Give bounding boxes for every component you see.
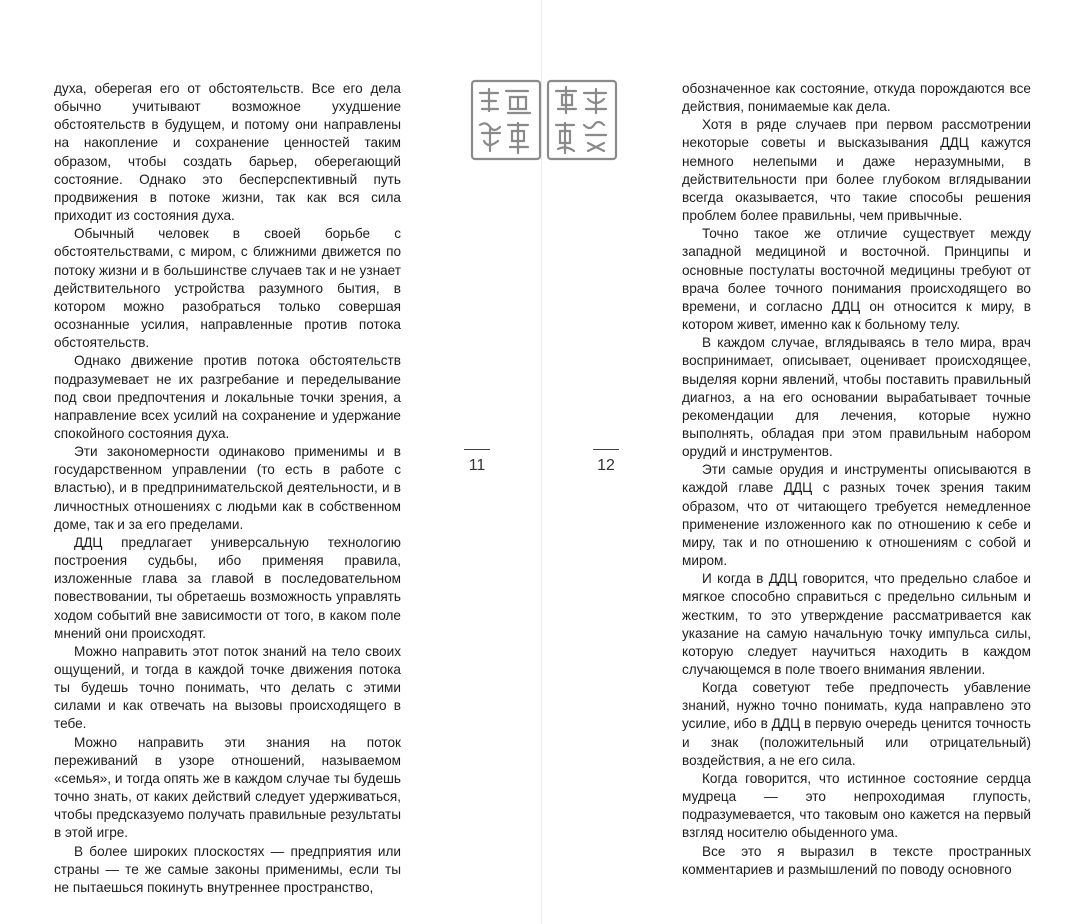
folio-rule <box>593 449 619 450</box>
paragraph: Можно направить эти знания на поток переживаний в узоре отношений, называемом «семья», и тогда опять же в каждом случае ты будешь точно знать, от каких действий следует удерживаться, чтобы предсказуемо получать правильные результаты в этой игре. <box>54 734 401 841</box>
paragraph: Точно такое же отличие существует между западной медициной и восточной. Принципы и основные постулаты восточной медицины требуют от врача более точного понимания происходящего во времени, и согласно ДДЦ он относится к миру, в котором живет, именно как к больному телу. <box>682 226 1031 333</box>
paragraph: Можно направить этот поток знаний на тело своих ощущений, и тогда в каждой точке движения потока ты будешь точно понимать, что делать с этими силами и как отвечать на вызовы происходящего в тебе. <box>54 643 401 732</box>
page-number-right <box>591 449 621 475</box>
paragraph: В каждом случае, вглядываясь в тело мира, врач воспринимает, описывает, оценивает происходящее, выделяя корни явлений, чтобы поставить правильный диагноз, а на его основании вырабатывает точные рекомендации для лечения, которые нужно выполнять, обладая при этом правильным набором орудий и инструментов. <box>682 335 1031 460</box>
page-number-left <box>462 449 492 475</box>
page-number-text: 12 <box>597 457 615 474</box>
paragraph: В более широких плоскостях — предприятия или страны — те же самые законы применимы, если ты не пытаешься покинуть внутреннее пространство, <box>54 843 401 895</box>
left-page-text <box>54 80 401 897</box>
paragraph: ДДЦ предлагает универсальную технологию построения судьбы, ибо применяя правила, изложенные глава за главой в последовательном повествовании, ты обретаешь возможность управлять ходом событий вне зависимости от того, в каком поле мнений они происходят. <box>54 534 401 641</box>
page-number-text: 11 <box>468 457 486 474</box>
right-page-text <box>682 80 1031 879</box>
seal-stamp-icon <box>470 79 618 161</box>
paragraph: Эти закономерности одинаково применимы и в государственном управлении (то есть в работе с властью), и в предпринимательской деятельности, и в личностных отношениях с людьми как в собственном доме, так и за его пределами. <box>54 444 401 532</box>
paragraph: Когда говорится, что истинное состояние сердца мудреца — это непроходимая глупость, подразумевается, что таковым оно кажется на первый взгляд носителю обыденного ума. <box>682 770 1031 841</box>
paragraph: Эти самые орудия и инструменты описываются в каждой главе ДДЦ с разных точек зрения таким образом, что от читающего требуется немедленное применение изложенного как по отношению к себе и миру, так и по отношению к отношениям с собой и миром. <box>682 462 1031 569</box>
paragraph: духа, оберегая его от обстоятельств. Все его дела обычно учитывают возможное ухудшение обстоятельств в будущем, и потому они направлены на накопление и сохранение ценностей таким образом, чтобы создать барьер, оберегающий состояние. Однако это бесперспективный путь продвижения в потоке жизни, так как вся сила приходит из состояния духа. <box>54 81 401 224</box>
paragraph: Хотя в ряде случаев при первом рассмотрении некоторые советы и высказывания ДДЦ кажутся немного нелепыми и даже неразумными, в действительности при более глубоком вглядывании всегда оказывается, что такие способы решения проблем более правильны, чем привычные. <box>682 117 1031 224</box>
paragraph: Обычный человек в своей борьбе с обстоятельствами, с миром, с ближними движется по потоку жизни и в большинстве случаев так и не узнает действительного устройства разумного бытия, в котором можно разобраться только совершая осознанные усилия, направленные против потока обстоятельств. <box>54 226 401 351</box>
paragraph: Все это я выразил в тексте пространных комментариев и размышлений по поводу основного <box>682 843 1031 877</box>
paragraph: Однако движение против потока обстоятельств подразумевает не их разгребание и переделывание под свои предпочтения и локальные точки зрения, а направление всех усилий на сохранение и удержание спокойного состояния духа. <box>54 353 401 441</box>
paragraph: И когда в ДДЦ говорится, что предельно слабое и мягкое способно справиться с предельно сильным и жестким, то это утверждение рассматривается как указание на самую начальную точку импульса силы, которую следует научиться находить в каждом случающемся в поле твоего внимания явлении. <box>682 571 1031 677</box>
paragraph: Когда советуют тебе предпочесть убавление знаний, нужно точно понимать, куда направлено это усилие, ибо в ДДЦ в первую очередь ценится точность и знак (положительный или отрицательный) воздействия, а не его сила. <box>682 680 1031 768</box>
folio-rule <box>464 449 490 450</box>
paragraph: обозначенное как состояние, откуда порождаются все действия, понимаемые как дела. <box>682 81 1031 115</box>
